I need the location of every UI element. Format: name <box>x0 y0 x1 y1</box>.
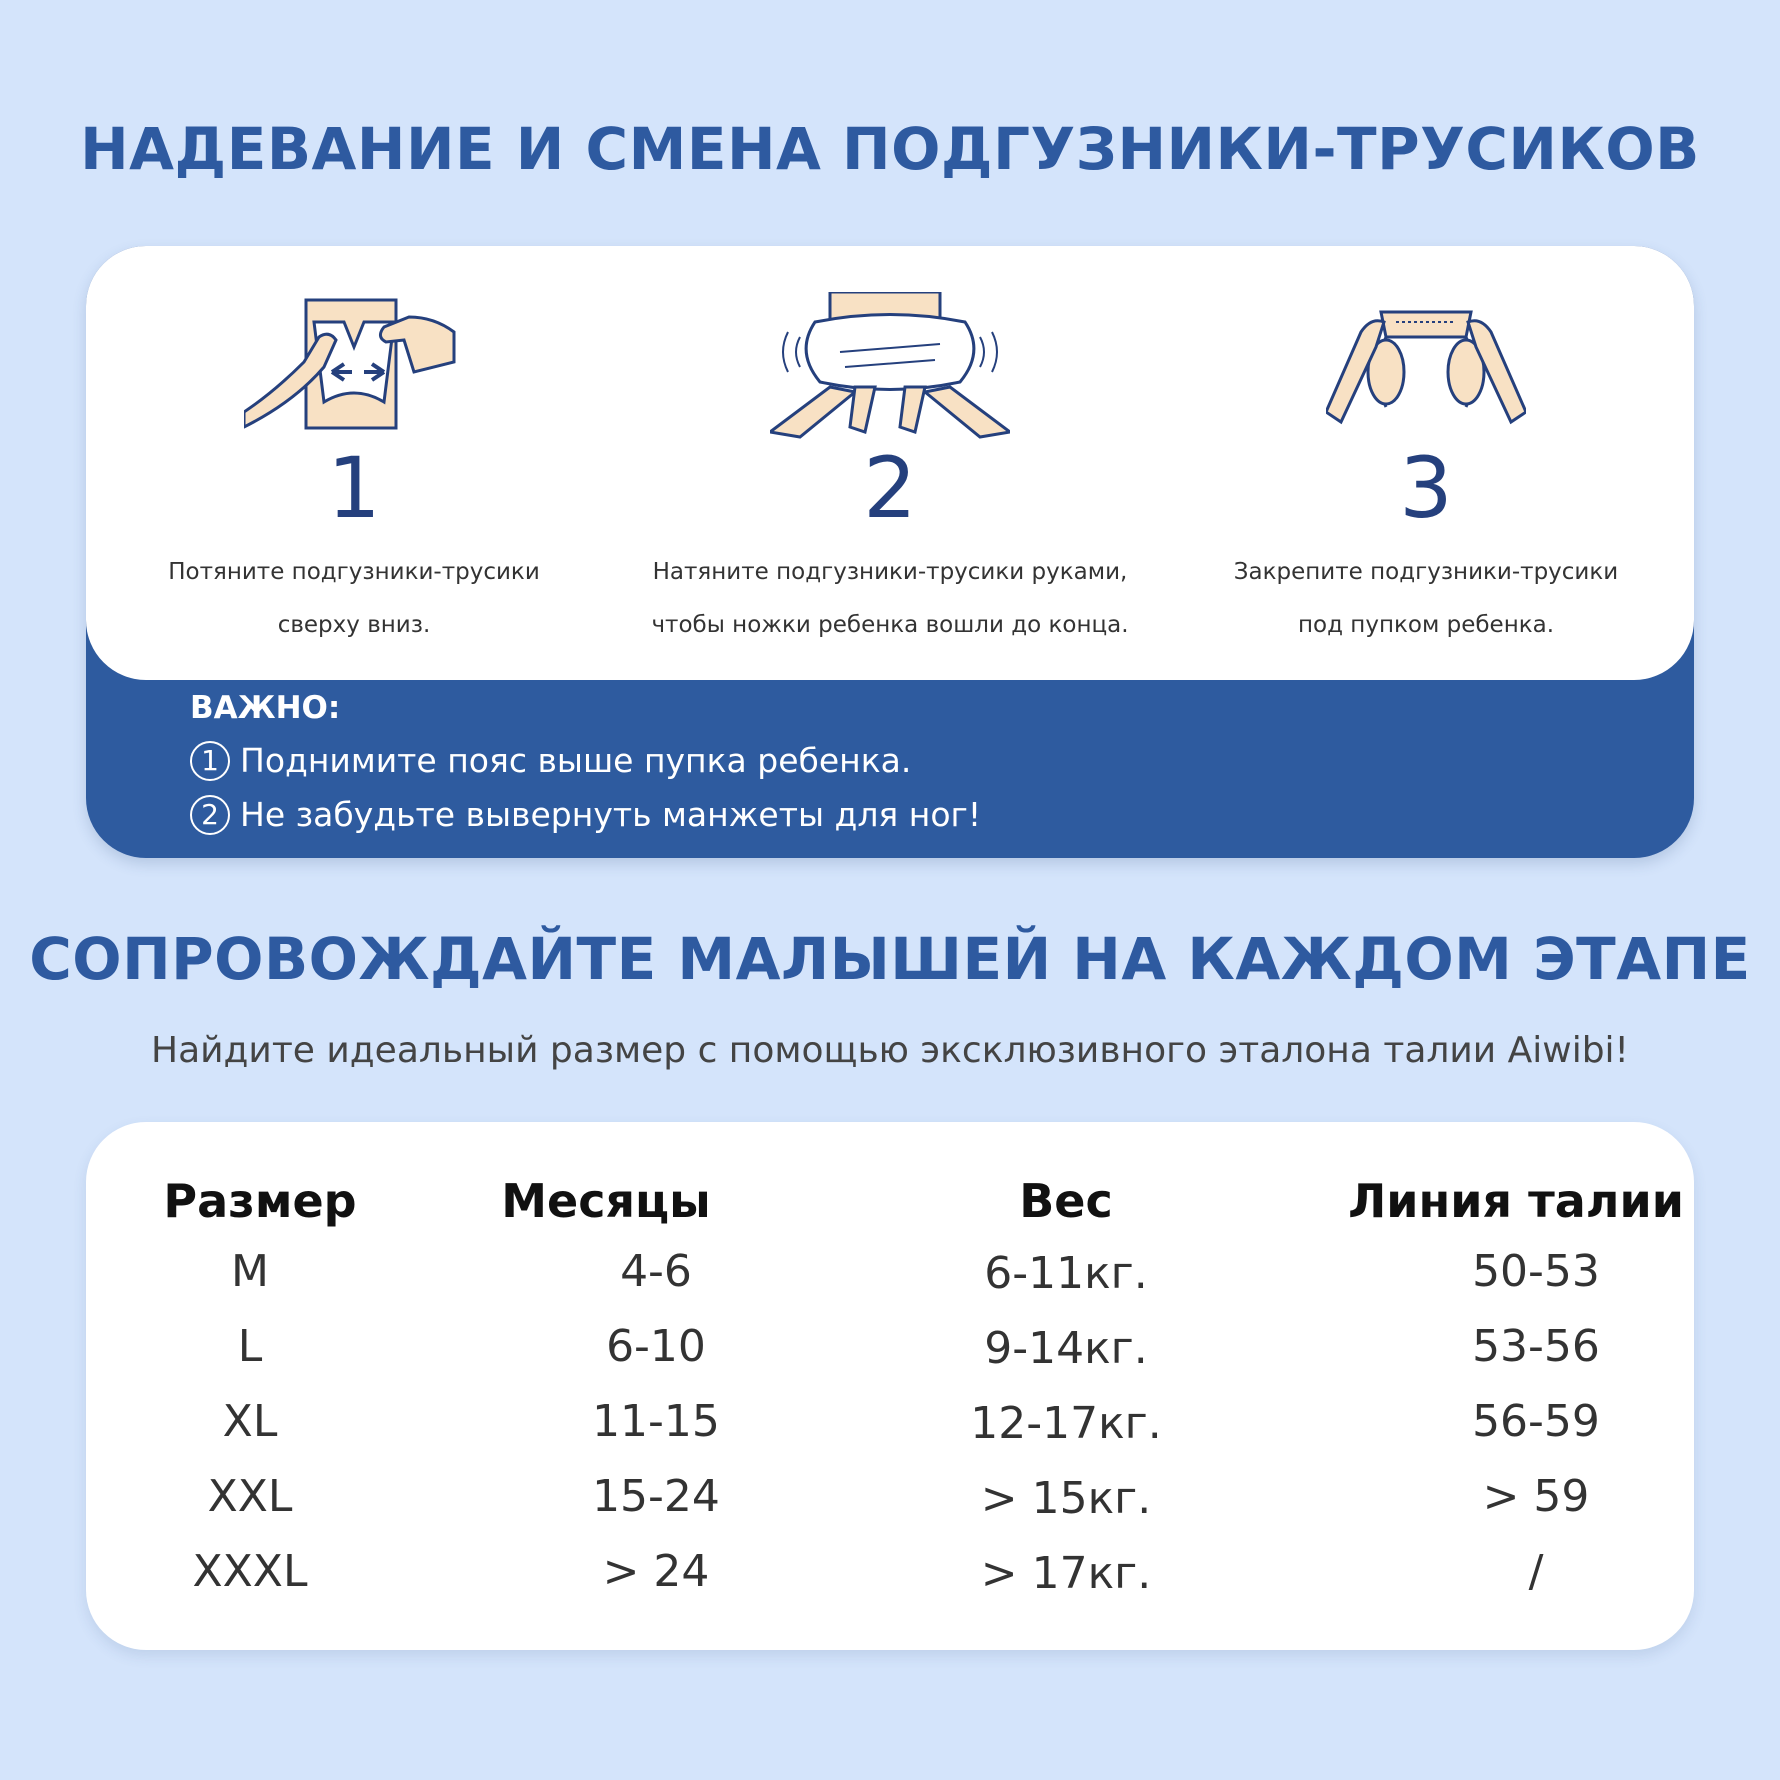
step-number: 1 <box>327 439 381 537</box>
step-description-line: Натяните подгузники-трусики руками, <box>652 559 1128 585</box>
step-description <box>86 546 622 652</box>
table-cell: / <box>1528 1546 1544 1597</box>
size-table <box>86 1122 1694 1650</box>
table-cell: > 59 <box>1482 1471 1590 1522</box>
step-description-line: сверху вниз. <box>277 612 431 638</box>
page-title: НАДЕВАНИЕ И СМЕНА ПОДГУЗНИКИ-ТРУСИКОВ <box>80 115 1700 183</box>
important-item-text: Поднимите пояс выше пупка ребенка. <box>240 741 912 780</box>
table-cell: 6-11кг. <box>984 1248 1148 1299</box>
step-number: 3 <box>1399 439 1453 537</box>
table-cell: 11-15 <box>592 1396 720 1447</box>
steps-panel <box>86 246 1694 680</box>
table-cell: L <box>237 1321 263 1372</box>
table-cell: 53-56 <box>1472 1321 1600 1372</box>
table-cell: 50-53 <box>1472 1246 1600 1297</box>
important-item-text: Не забудьте вывернуть манжеты для ног! <box>240 795 982 834</box>
important-title: ВАЖНО: <box>190 690 341 726</box>
step-3 <box>1158 246 1694 680</box>
step-description-line: Закрепите подгузники-трусики <box>1233 559 1619 585</box>
table-cell: XL <box>222 1396 278 1447</box>
table-header: Месяцы <box>501 1174 711 1228</box>
table-cell: XXXL <box>192 1546 308 1597</box>
table-cell: > 24 <box>602 1546 710 1597</box>
pull-up-diaper-icon <box>770 292 1010 442</box>
step-description-line: чтобы ножки ребенка вошли до конца. <box>651 612 1129 638</box>
section-subtitle: Найдите идеальный размер с помощью эксклюзивного эталона талии Aiwibi! <box>151 1030 1629 1071</box>
table-cell: > 15кг. <box>980 1473 1152 1524</box>
circled-number-icon: 1 <box>190 741 230 781</box>
step-description-line: Потяните подгузники-трусики <box>168 559 540 585</box>
table-header: Линия талии <box>1348 1174 1684 1228</box>
table-cell: 6-10 <box>606 1321 706 1372</box>
table-cell: 56-59 <box>1472 1396 1600 1447</box>
step-description-line: под пупком ребенка. <box>1297 612 1555 638</box>
table-cell: M <box>231 1246 269 1297</box>
table-cell: XXL <box>207 1471 293 1522</box>
table-cell: 15-24 <box>592 1471 720 1522</box>
step-1 <box>86 246 622 680</box>
section-title: СОПРОВОЖДАЙТЕ МАЛЫШЕЙ НА КАЖДОМ ЭТАПЕ <box>29 925 1751 993</box>
pull-down-diaper-icon <box>244 292 464 432</box>
step-description <box>622 546 1158 652</box>
table-header: Вес <box>1019 1174 1113 1228</box>
step-2 <box>622 246 1158 680</box>
secure-waistband-icon <box>1326 292 1526 432</box>
step-number: 2 <box>863 439 917 537</box>
important-notes <box>190 690 981 842</box>
important-item <box>190 788 981 842</box>
step-description <box>1158 546 1694 652</box>
table-header: Размер <box>163 1174 357 1228</box>
table-cell: 9-14кг. <box>984 1323 1148 1374</box>
table-cell: 4-6 <box>620 1246 692 1297</box>
table-cell: 12-17кг. <box>970 1398 1162 1449</box>
circled-number-icon: 2 <box>190 795 230 835</box>
table-cell: > 17кг. <box>980 1548 1152 1599</box>
important-item <box>190 734 981 788</box>
